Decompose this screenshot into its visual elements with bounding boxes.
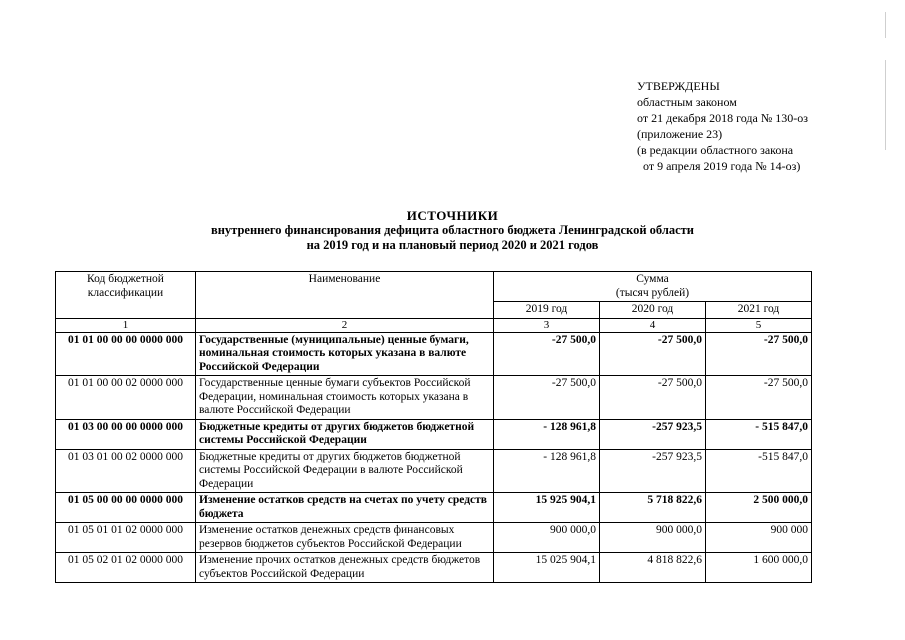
code-cell: 01 05 00 00 00 0000 000 — [56, 493, 196, 523]
code-cell: 01 05 01 01 02 0000 000 — [56, 523, 196, 553]
title-line: на 2019 год и на плановый период 2020 и 2021 годов — [306, 238, 599, 252]
value-2020-cell: -257 923,5 — [600, 419, 706, 449]
sources-table — [55, 271, 812, 583]
document-title — [0, 208, 905, 253]
code-cell: 01 03 00 00 00 0000 000 — [56, 419, 196, 449]
value-2020-cell: -27 500,0 — [600, 332, 706, 376]
value-2019-cell: - 128 961,8 — [494, 449, 600, 493]
title-line: внутреннего финансирования дефицита областного бюджета Ленинградской области — [210, 223, 695, 237]
scan-edge-mark — [885, 60, 886, 150]
approval-line: областным законом — [637, 95, 737, 109]
value-2021-cell: - 515 847,0 — [706, 419, 812, 449]
table-row — [56, 419, 812, 449]
name-cell: Изменение прочих остатков денежных средств бюджетов субъектов Российской Федерации — [196, 553, 494, 583]
index-cell: 4 — [600, 318, 706, 332]
value-2021-cell: -27 500,0 — [706, 376, 812, 420]
table-row — [56, 449, 812, 493]
value-2021-cell: -515 847,0 — [706, 449, 812, 493]
value-2020-cell: -27 500,0 — [600, 376, 706, 420]
value-2021-cell: 1 600 000,0 — [706, 553, 812, 583]
code-cell: 01 01 00 00 00 0000 000 — [56, 332, 196, 376]
header-sum — [494, 272, 812, 302]
value-2019-cell: 15 925 904,1 — [494, 493, 600, 523]
value-2019-cell: -27 500,0 — [494, 332, 600, 376]
code-cell: 01 05 02 01 02 0000 000 — [56, 553, 196, 583]
header-name: Наименование — [196, 272, 494, 319]
value-2020-cell: 900 000,0 — [600, 523, 706, 553]
value-2019-cell: 900 000,0 — [494, 523, 600, 553]
name-cell: Бюджетные кредиты от других бюджетов бюджетной системы Российской Федерации в валюте Российской Федерации — [196, 449, 494, 493]
approval-line: от 21 декабря 2018 года № 130-оз — [637, 111, 809, 125]
table-row — [56, 553, 812, 583]
approval-line: (приложение 23) — [637, 127, 723, 141]
index-cell: 3 — [494, 318, 600, 332]
scan-edge-mark — [885, 12, 886, 38]
approval-block — [637, 78, 808, 174]
value-2019-cell: 15 025 904,1 — [494, 553, 600, 583]
name-cell: Изменение остатков средств на счетах по учету средств бюджета — [196, 493, 494, 523]
index-row — [56, 318, 812, 332]
name-cell: Изменение остатков денежных средств финансовых резервов бюджетов субъектов Российской Федерации — [196, 523, 494, 553]
code-cell: 01 01 00 00 02 0000 000 — [56, 376, 196, 420]
name-cell: Бюджетные кредиты от других бюджетов бюджетной системы Российской Федерации — [196, 419, 494, 449]
name-cell: Государственные (муниципальные) ценные бумаги, номинальная стоимость которых указана в валюте Российской Федерации — [196, 332, 494, 376]
value-2019-cell: - 128 961,8 — [494, 419, 600, 449]
value-2021-cell: -27 500,0 — [706, 332, 812, 376]
value-2021-cell: 900 000 — [706, 523, 812, 553]
header-sum-label: Сумма — [636, 273, 669, 285]
header-year: 2019 год — [494, 302, 600, 319]
approval-line: УТВЕРЖДЕНЫ — [637, 79, 720, 93]
value-2020-cell: 5 718 822,6 — [600, 493, 706, 523]
code-cell: 01 03 01 00 02 0000 000 — [56, 449, 196, 493]
table-row — [56, 332, 812, 376]
index-cell: 1 — [56, 318, 196, 332]
table-body — [56, 332, 812, 583]
index-cell: 5 — [706, 318, 812, 332]
approval-line: (в редакции областного закона — [637, 143, 794, 157]
header-code: Код бюджетной классификации — [56, 272, 196, 319]
name-cell: Государственные ценные бумаги субъектов Российской Федерации, номинальная стоимость которых указана в валюте Российской Федерации — [196, 376, 494, 420]
table-row — [56, 523, 812, 553]
table-row — [56, 493, 812, 523]
header-unit: (тысяч рублей) — [615, 286, 690, 299]
header-year: 2020 год — [600, 302, 706, 319]
table-row — [56, 376, 812, 420]
value-2019-cell: -27 500,0 — [494, 376, 600, 420]
value-2021-cell: 2 500 000,0 — [706, 493, 812, 523]
title-heading: ИСТОЧНИКИ — [406, 208, 499, 223]
value-2020-cell: 4 818 822,6 — [600, 553, 706, 583]
approval-line: от 9 апреля 2019 года № 14-оз) — [643, 159, 801, 173]
index-cell: 2 — [196, 318, 494, 332]
value-2020-cell: -257 923,5 — [600, 449, 706, 493]
header-year: 2021 год — [706, 302, 812, 319]
